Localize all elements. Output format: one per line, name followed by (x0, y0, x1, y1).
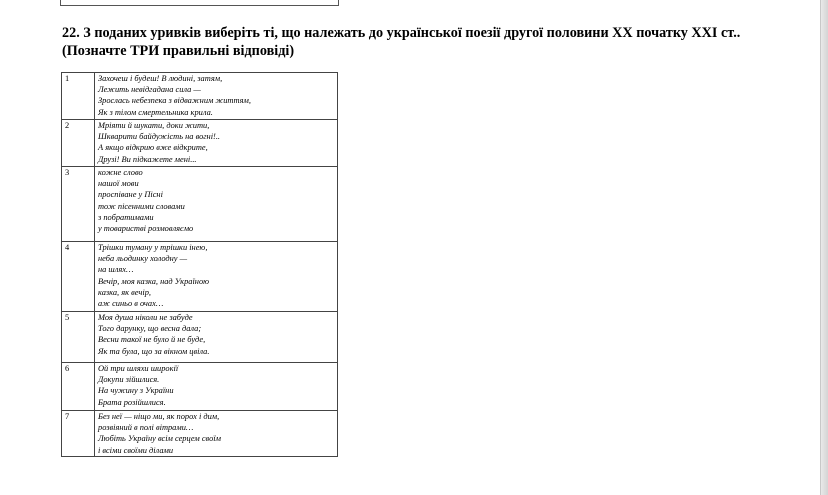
fragment-line: Захочеш і будеш! В людині, затям, (98, 74, 223, 83)
table-row (62, 167, 338, 242)
table-row (62, 242, 338, 312)
fragment-text (95, 312, 338, 363)
fragment-line: кожне слово (98, 168, 143, 177)
fragment-line: Весни такої не було й не буде, (98, 335, 206, 345)
fragment-text (95, 120, 338, 167)
fragment-line: неба льодинку холодну — (98, 254, 188, 264)
fragment-number: 4 (62, 242, 95, 312)
fragment-line: Того дарунку, що весна дала; (98, 324, 202, 334)
fragment-line: Без неї — ніщо ми, як порох і дим, (98, 412, 220, 421)
fragment-line: на шлях… (98, 265, 134, 275)
fragment-line: Любіть Україну всім серцем своїм (98, 434, 221, 444)
fragment-line: Друзі! Ви підкажете мені... (98, 154, 197, 164)
fragment-line: Як з тілом смертельника крила. (98, 107, 213, 117)
fragment-line: казка, як вечір, (98, 287, 151, 297)
question-line-1: 22. З поданих уривків виберіть ті, що належать до української поезії другої половини ХХ початку ХХІ ст.. (62, 25, 741, 41)
fragment-text (95, 363, 338, 411)
fragment-line: проспіване у Пісні (98, 190, 163, 200)
fragment-line: Шкварити байдужість на вогні!.. (98, 132, 221, 142)
fragment-line: аж синьо в очах… (98, 299, 164, 309)
fragment-number: 2 (62, 120, 95, 167)
fragment-text (95, 167, 338, 242)
table-row (62, 411, 338, 457)
fragment-line: у товаристві розмовляємо (98, 224, 194, 234)
fragment-line: з побратимами (98, 212, 154, 222)
fragment-line: Брата розійшлися. (98, 397, 166, 407)
question-line-2: (Позначте ТРИ правильні відповіді) (62, 43, 295, 59)
fragment-line: і всіми своїми ділами (98, 445, 174, 455)
fragment-number: 5 (62, 312, 95, 363)
table-row (62, 312, 338, 363)
fragment-text (95, 411, 338, 457)
fragment-line: Трішки туману у трішки інею, (98, 243, 208, 252)
fragments-table (61, 72, 338, 457)
fragment-line: Зрослась небезпека з відважним життям, (98, 96, 251, 106)
window-right-edge (820, 0, 828, 495)
question-text (62, 24, 802, 60)
fragment-number: 3 (62, 167, 95, 242)
fragment-line: На чужину з України (98, 386, 174, 396)
fragment-line: Лежить невідгадана сила — (98, 85, 201, 95)
fragment-text (95, 242, 338, 312)
fragment-line: нашої мови (98, 179, 139, 189)
fragment-number: 7 (62, 411, 95, 457)
previous-table-edge (60, 0, 339, 6)
fragment-line: тож пісенними словами (98, 201, 185, 211)
table-row (62, 363, 338, 411)
fragment-line: Моя душа ніколи не забуде (98, 313, 193, 322)
fragment-number: 6 (62, 363, 95, 411)
fragment-line: Вечір, моя казка, над Україною (98, 276, 210, 286)
fragment-line: Як та була, що за вікном цвіла. (98, 346, 210, 356)
fragment-line: Ой три шляхи широкії (98, 364, 179, 373)
table-row (62, 120, 338, 167)
fragment-line: розвіяний в полі вітрами… (98, 423, 194, 433)
fragment-text (95, 73, 338, 120)
fragment-line: Мріяти й шукати, доки жити, (98, 121, 210, 130)
table-row (62, 73, 338, 120)
fragment-line: А якщо відкрию вже відкрите, (98, 143, 208, 153)
fragment-number: 1 (62, 73, 95, 120)
fragment-line: Докупи зійшлися. (98, 375, 160, 385)
